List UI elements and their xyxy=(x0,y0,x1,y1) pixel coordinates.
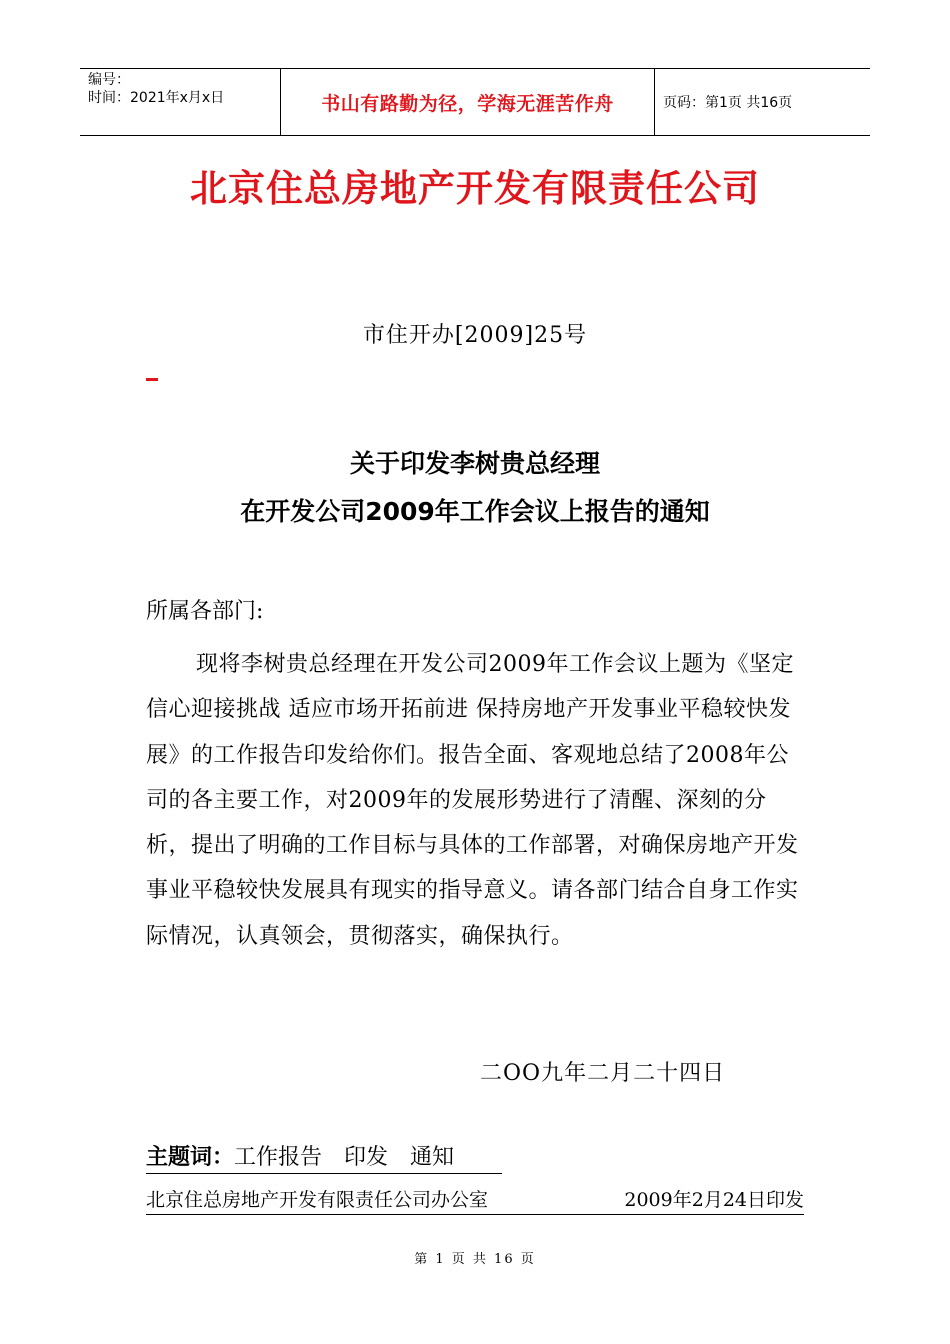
number-label: 编号： xyxy=(88,72,130,88)
notice-title-line-1: 关于印发李树贵总经理 xyxy=(349,449,600,478)
subject-keywords xyxy=(146,1140,502,1174)
header-motto: 书山有路勤为径，学海无涯苦作舟 xyxy=(281,69,655,135)
header-table xyxy=(80,68,870,136)
issuer-line xyxy=(146,1185,804,1215)
keywords-label: 主题词： xyxy=(146,1145,235,1170)
time-label: 时间：2021年x月x日 xyxy=(88,90,225,106)
header-page-info: 页码：第1页 共16页 xyxy=(663,95,793,111)
notice-title-line-2: 在开发公司2009年工作会议上报告的通知 xyxy=(240,497,710,526)
body-paragraph: 现将李树贵总经理在开发公司2009年工作会议上题为《坚定信心迎接挑战 适应市场开拓前进 保持房地产开发事业平稳较快发展》的工作报告印发给你们。报告全面、客观地总结了2008年公司的各主要工作，对2009年的发展形势进行了清醒、深刻的分析，提出了明确的工作目标与具体的工作部署，对确保房地产开发事业平稳较快发展具有现实的指导意义。请各部门结合自身工作实际情况，认真领会，贯彻落实，确保执行。 xyxy=(146,652,799,949)
signing-date: 二OO九年二月二十四日 xyxy=(480,1061,726,1086)
keywords-value: 工作报告 印发 通知 xyxy=(234,1145,455,1170)
issued-date: 2009年2月24日印发 xyxy=(624,1189,804,1211)
company-title: 北京住总房地产开发有限责任公司 xyxy=(190,167,760,210)
salutation: 所属各部门: xyxy=(146,599,264,624)
document-number: 市住开办[2009]25号 xyxy=(362,323,588,348)
header-meta xyxy=(80,69,281,135)
issuer-office: 北京住总房地产开发有限责任公司办公室 xyxy=(146,1189,489,1211)
red-separator-mark xyxy=(146,378,158,381)
page-footer: 第 1 页 共 16 页 xyxy=(414,1252,536,1267)
